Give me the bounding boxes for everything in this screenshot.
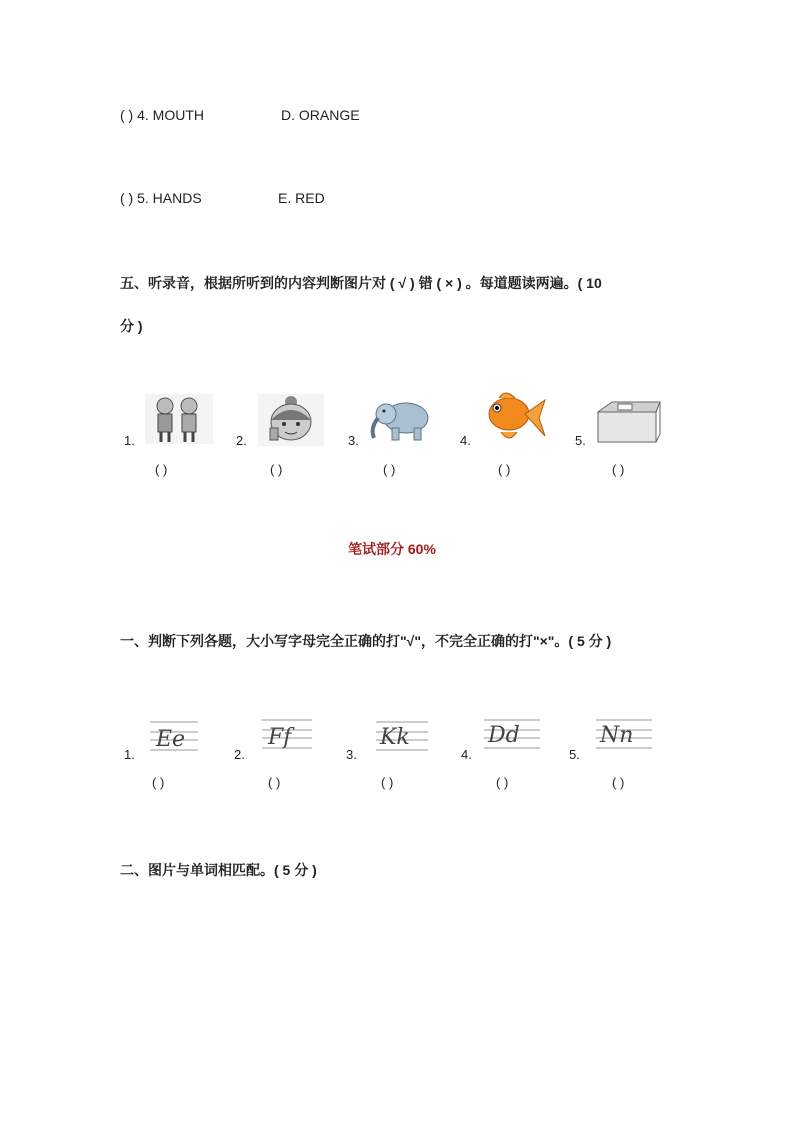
- match-option-d: D. ORANGE: [281, 107, 360, 123]
- letter-item-number: 3.: [346, 747, 357, 762]
- handwritten-letters-ff: [262, 712, 312, 754]
- svg-text:Ee: Ee: [156, 727, 186, 752]
- answer-paren: ( ): [120, 107, 134, 123]
- goldfish-icon: [481, 388, 547, 446]
- handwritten-letters-dd: [484, 712, 540, 754]
- letter-item-number: 2.: [234, 747, 245, 762]
- written-part-label: 笔试部分 60%: [348, 541, 436, 557]
- answer-paren: ( ): [612, 775, 625, 790]
- svg-text:Ff: Ff: [268, 725, 292, 750]
- letter-item-number: 1.: [124, 747, 135, 762]
- section5-title-line2: 分 ): [120, 318, 143, 334]
- answer-paren: ( ): [612, 462, 625, 477]
- match-item: 4. MOUTH: [137, 107, 204, 123]
- answer-paren: ( ): [383, 462, 396, 477]
- elephant-icon: [366, 398, 434, 444]
- svg-text:Nn: Nn: [600, 723, 634, 748]
- pic-item-number: 1.: [124, 433, 135, 448]
- match-row-4: [120, 107, 204, 123]
- box-icon: [594, 396, 664, 446]
- answer-paren: ( ): [496, 775, 509, 790]
- two-children-icon: [145, 394, 213, 444]
- answer-paren: ( ): [498, 462, 511, 477]
- answer-paren: ( ): [155, 462, 168, 477]
- answer-paren: ( ): [381, 775, 394, 790]
- section5-title-line1: 五、听录音，根据所听到的内容判断图片对 ( √ ) 错 ( × ) 。每道题读两遍。( 10: [120, 275, 602, 291]
- match-option-e: E. RED: [278, 190, 325, 206]
- answer-paren: ( ): [270, 462, 283, 477]
- answer-paren: ( ): [268, 775, 281, 790]
- answer-paren: ( ): [120, 190, 134, 206]
- svg-text:Kk: Kk: [380, 725, 410, 750]
- match-row-5: [120, 190, 202, 206]
- handwritten-letters-kk: [376, 714, 428, 754]
- pic-item-number: 4.: [460, 433, 471, 448]
- pic-item-number: 5.: [575, 433, 586, 448]
- girl-face-icon: [258, 394, 324, 446]
- answer-paren: ( ): [152, 775, 165, 790]
- pic-item-number: 2.: [236, 433, 247, 448]
- handwritten-letters-ee: [150, 714, 198, 754]
- letter-item-number: 5.: [569, 747, 580, 762]
- letter-item-number: 4.: [461, 747, 472, 762]
- svg-text:Dd: Dd: [488, 723, 520, 748]
- handwritten-letters-nn: [596, 712, 652, 754]
- match-item: 5. HANDS: [137, 190, 202, 206]
- written-section1-title: 一、判断下列各题，大小写字母完全正确的打"√"，不完全正确的打"×"。( 5 分 ): [120, 633, 612, 649]
- pic-item-number: 3.: [348, 433, 359, 448]
- written-section2-title: 二、图片与单词相匹配。( 5 分 ): [120, 862, 317, 878]
